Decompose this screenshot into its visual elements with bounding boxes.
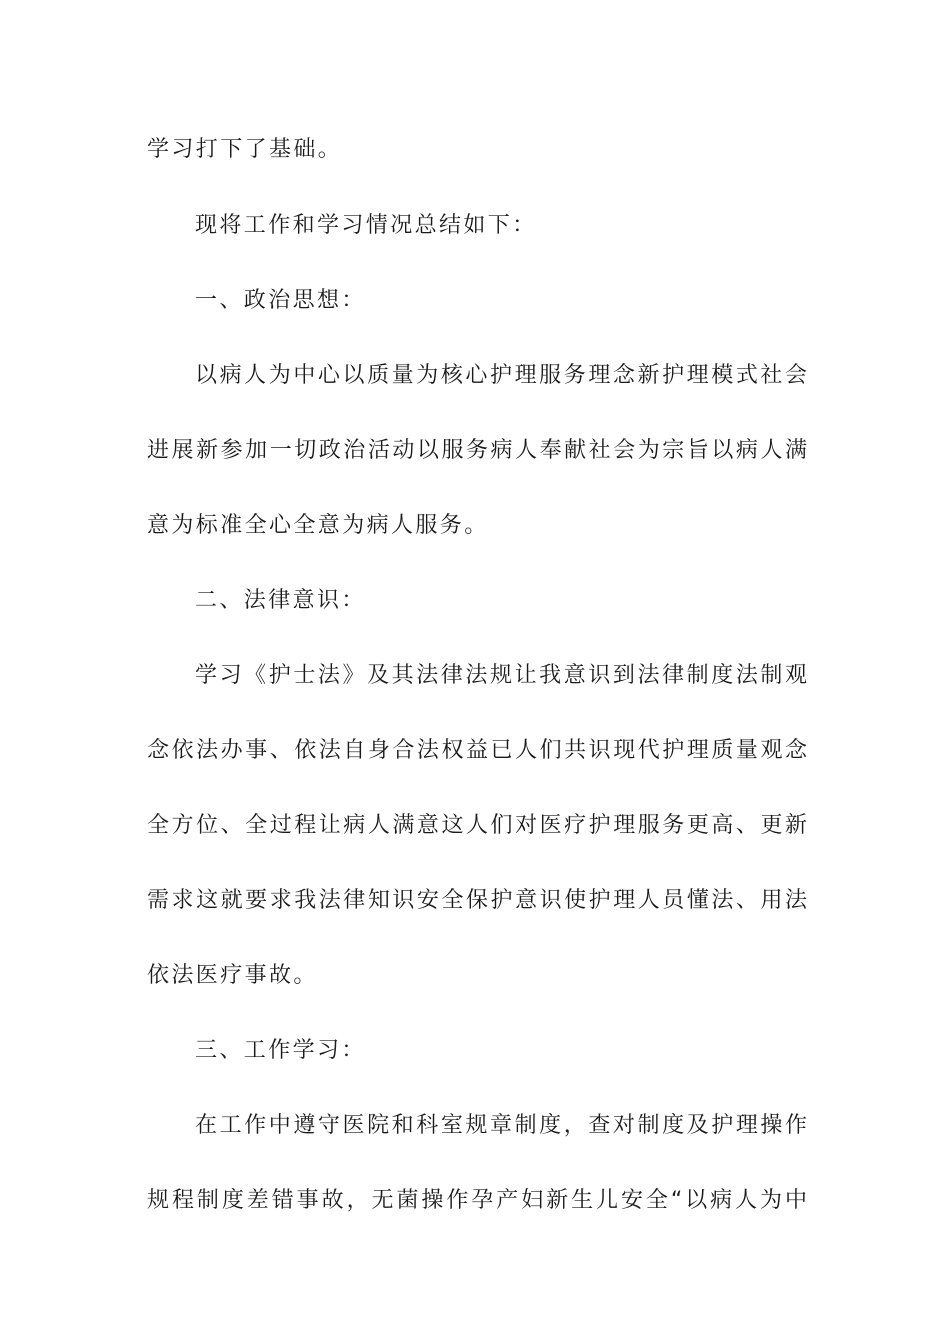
paragraph-line: 全方位、全过程让病人满意这人们对医疗护理服务更高、更新 bbox=[147, 813, 807, 838]
paragraph-line: 现将工作和学习情况总结如下： bbox=[195, 213, 537, 238]
paragraph-line: 意为标准全心全意为病人服务。 bbox=[147, 513, 489, 538]
section-heading-work: 三、工作学习： bbox=[195, 1038, 366, 1063]
paragraph-line: 依法医疗事故。 bbox=[147, 963, 318, 988]
paragraph-line: 需求这就要求我法律知识安全保护意识使护理人员懂法、用法 bbox=[147, 888, 807, 913]
paragraph-line: 进展新参加一切政治活动以服务病人奉献社会为宗旨以病人满 bbox=[147, 438, 807, 463]
paragraph-line: 念依法办事、依法自身合法权益已人们共识现代护理质量观念 bbox=[147, 738, 807, 763]
paragraph-line: 以病人为中心以质量为核心护理服务理念新护理模式社会 bbox=[195, 363, 807, 388]
paragraph-line: 学习《护士法》及其法律法规让我意识到法律制度法制观 bbox=[195, 663, 807, 688]
section-heading-law: 二、法律意识： bbox=[195, 588, 366, 613]
paragraph-line: 学习打下了基础。 bbox=[147, 137, 343, 162]
paragraph-line: 规程制度差错事故，无菌操作孕产妇新生儿安全“以病人为中 bbox=[147, 1188, 807, 1213]
paragraph-line: 在工作中遵守医院和科室规章制度，查对制度及护理操作 bbox=[195, 1113, 807, 1138]
section-heading-politics: 一、政治思想： bbox=[195, 288, 366, 313]
